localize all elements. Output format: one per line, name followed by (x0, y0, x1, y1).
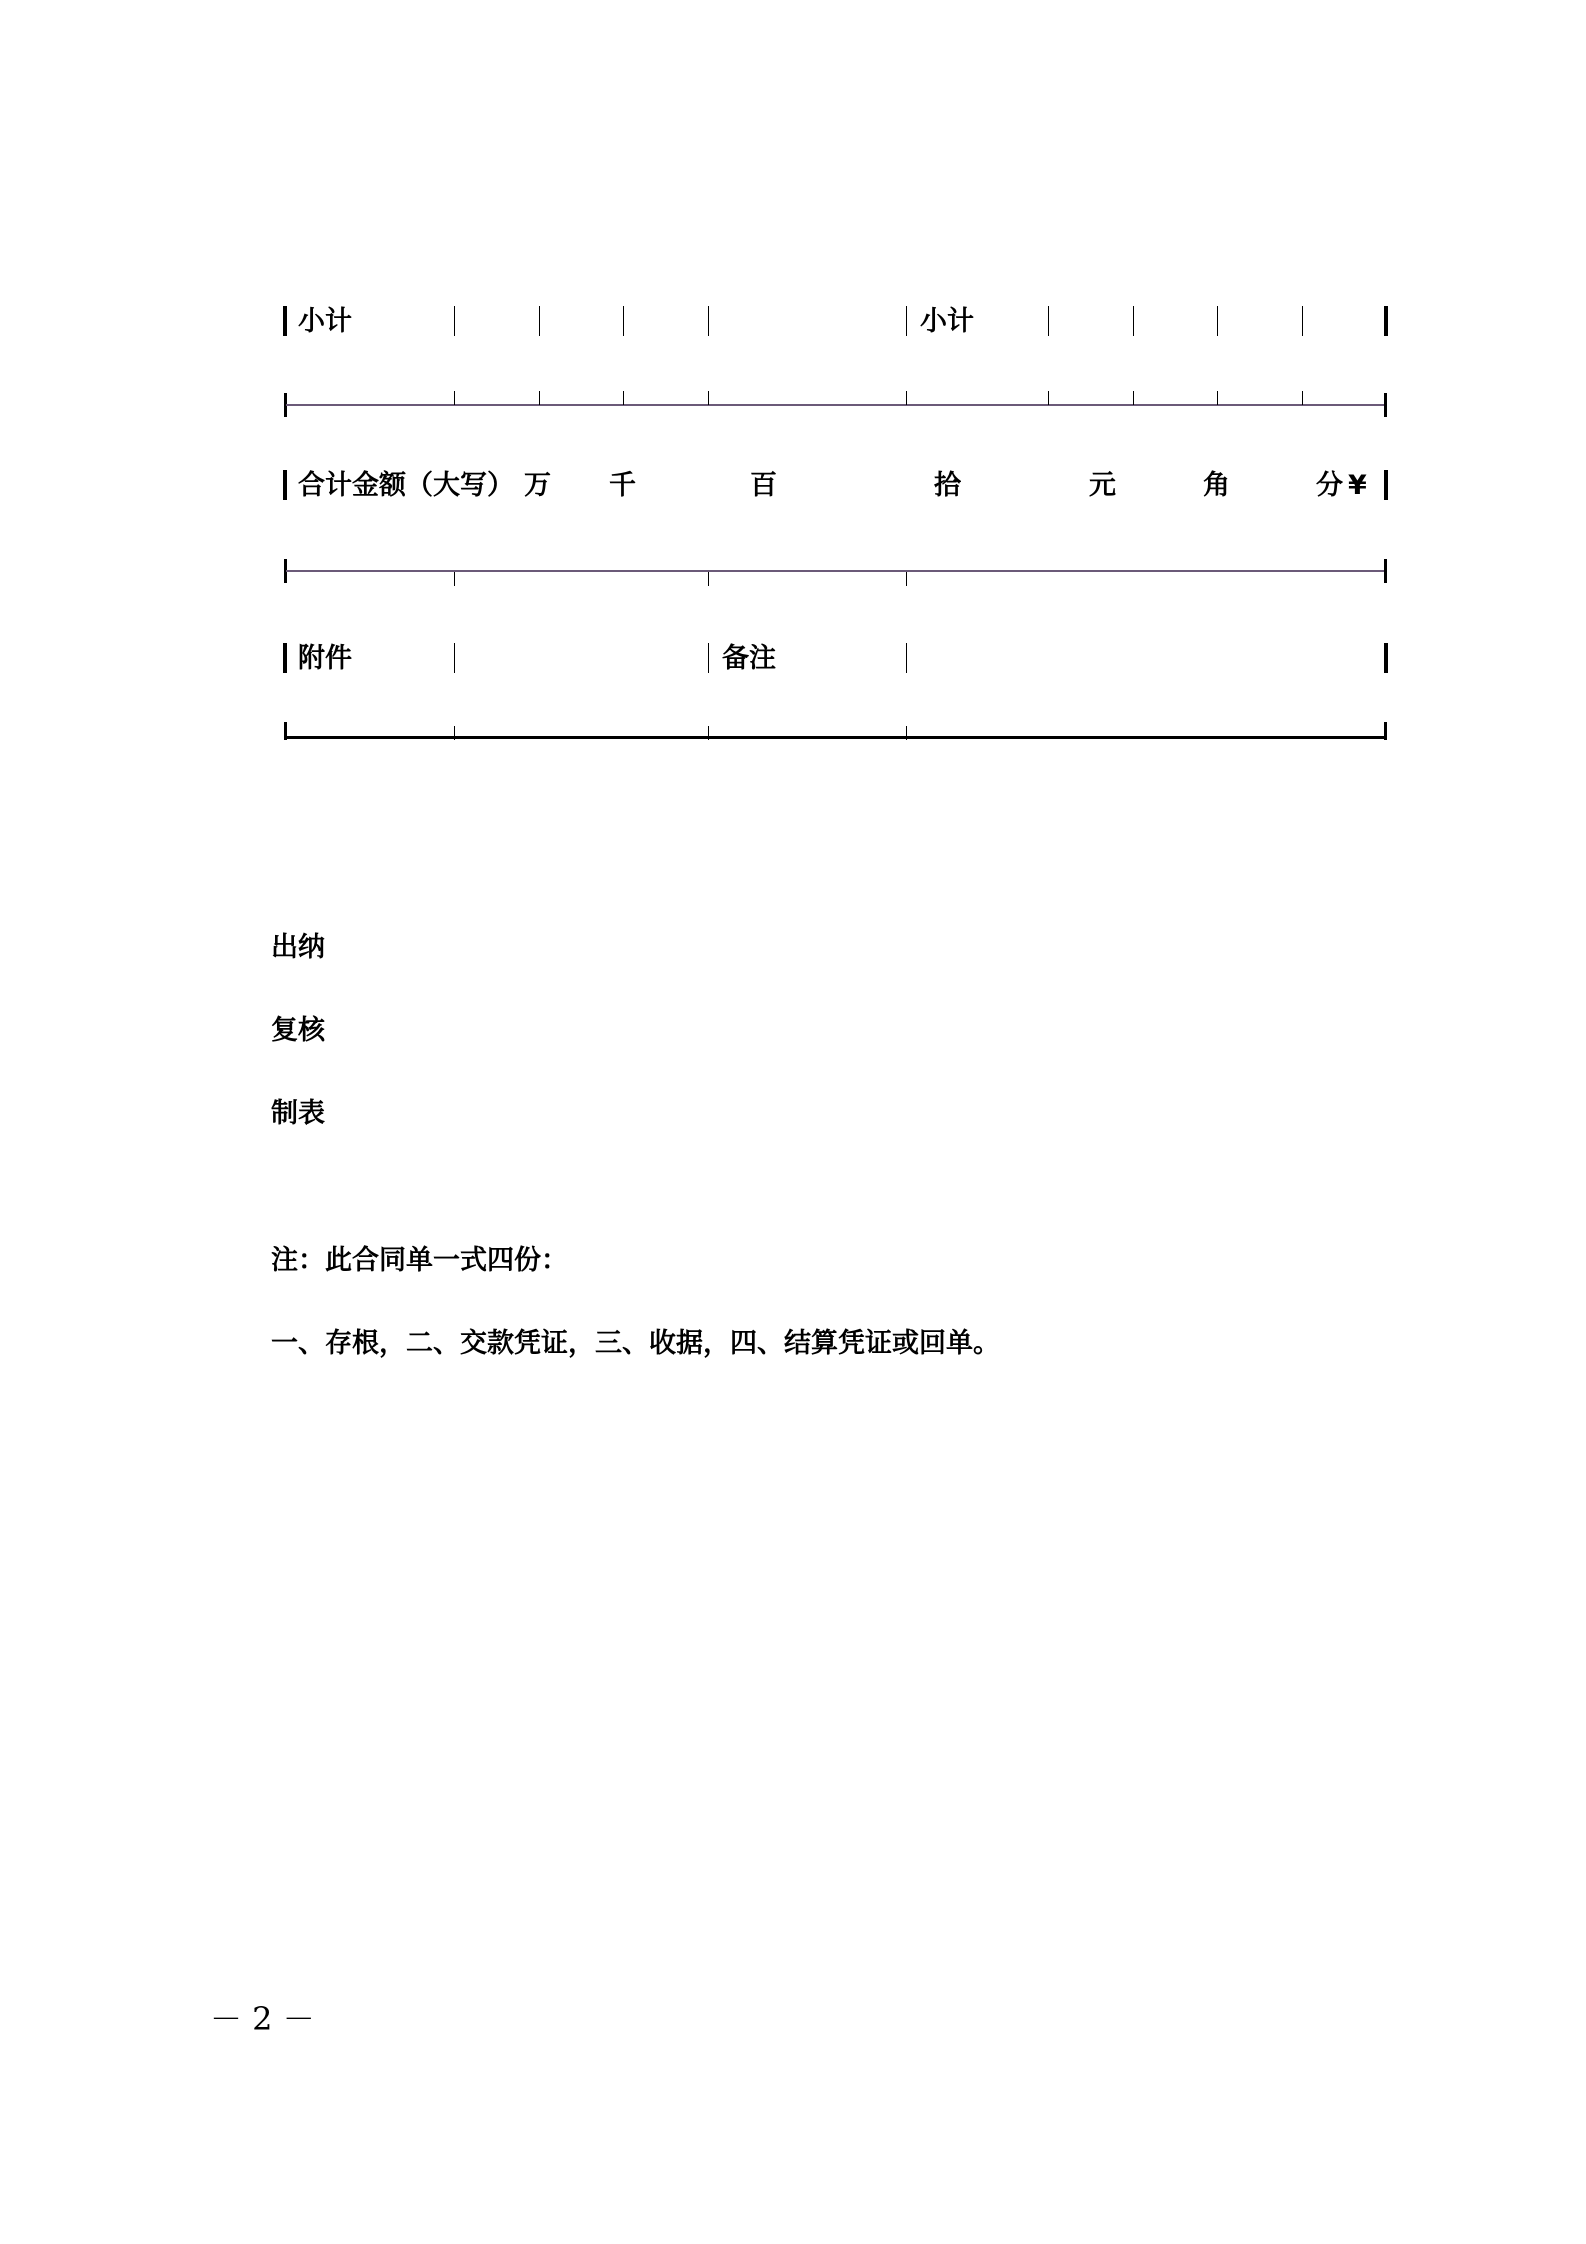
sep1-tick (1217, 391, 1218, 405)
subtotal-left-label: 小计 (298, 306, 352, 337)
sep1-right-cap (1384, 393, 1387, 417)
row2-left-border (283, 470, 287, 500)
page-number: － 2 － (210, 2000, 315, 2038)
sep1-tick (623, 391, 624, 405)
sep1-line (286, 404, 1386, 406)
unit-bai: 百 (750, 470, 777, 501)
row3-divider-2 (708, 643, 709, 673)
preparer-label: 制表 (271, 1098, 325, 1129)
note-line-1: 注：此合同单一式四份： (271, 1245, 568, 1276)
row1-divider-6 (1048, 306, 1049, 336)
sep2-tick (708, 572, 709, 586)
row1-divider-1 (454, 306, 455, 336)
subtotal-right-label: 小计 (920, 306, 974, 337)
sep1-tick (1133, 391, 1134, 405)
row1-divider-3 (623, 306, 624, 336)
row1-right-border (1384, 306, 1388, 336)
row1-divider-2 (539, 306, 540, 336)
unit-jiao: 角 (1203, 470, 1230, 501)
note-line-2: 一、存根，二、交款凭证，三、收据，四、结算凭证或回单。 (271, 1328, 1000, 1359)
attachments-label: 附件 (298, 643, 352, 674)
sep2-tick (454, 572, 455, 586)
reviewer-label: 复核 (271, 1015, 325, 1046)
sep1-tick (1302, 391, 1303, 405)
sep1-tick (906, 391, 907, 405)
unit-yuan: 元 (1089, 470, 1116, 501)
unit-qian: 千 (609, 470, 636, 501)
total-amount-label: 合计金额（大写） (298, 470, 514, 501)
row1-left-border (283, 306, 287, 336)
bottom-line (286, 736, 1386, 739)
row3-divider-3 (906, 643, 907, 673)
sep1-tick (708, 391, 709, 405)
row1-divider-4 (708, 306, 709, 336)
row3-right-border (1384, 643, 1388, 673)
sep2-line (286, 570, 1386, 572)
sep1-tick (539, 391, 540, 405)
unit-shi: 拾 (934, 470, 961, 501)
bottom-tick (708, 726, 709, 740)
sep2-right-cap (1384, 559, 1387, 583)
sep2-tick (906, 572, 907, 586)
bottom-right-cap (1384, 722, 1387, 740)
cashier-label: 出纳 (271, 932, 325, 963)
bottom-tick (454, 726, 455, 740)
sep1-tick (454, 391, 455, 405)
sep1-tick (1048, 391, 1049, 405)
row1-divider-8 (1217, 306, 1218, 336)
row3-left-border (283, 643, 287, 673)
row3-divider-1 (454, 643, 455, 673)
row1-divider-9 (1302, 306, 1303, 336)
unit-wan: 万 (524, 470, 551, 501)
currency-symbol: ¥ (1348, 470, 1367, 501)
row1-divider-5 (906, 306, 907, 336)
remarks-label: 备注 (722, 643, 776, 674)
bottom-tick (906, 726, 907, 740)
unit-fen: 分 (1316, 470, 1343, 501)
row1-divider-7 (1133, 306, 1134, 336)
row2-right-border (1384, 470, 1388, 500)
